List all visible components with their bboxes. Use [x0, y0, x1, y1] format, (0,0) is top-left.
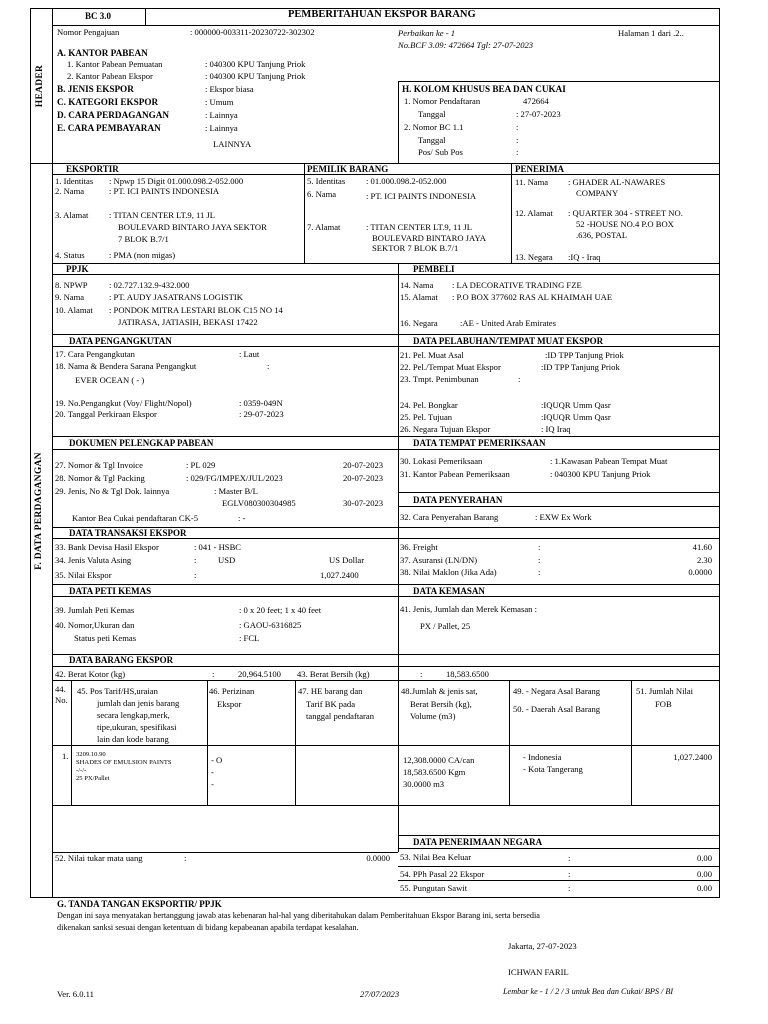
- d36-colon: :: [538, 542, 541, 552]
- footer-date: 27/07/2023: [360, 989, 400, 999]
- eksportir-identitas-value: : Npwp 15 Digit 01.000.098.2-052.000: [109, 176, 244, 186]
- col46-line1: 46. Perizinan: [209, 686, 255, 696]
- nomor-pendaftaran-value: 472664: [523, 96, 549, 106]
- d30-value: : 1.Kawasan Pabean Tempat Muat: [550, 456, 668, 466]
- eksportir-alamat-2: BOULEVARD BINTARO JAYA SEKTOR: [118, 222, 267, 232]
- ck5-value: : -: [238, 513, 246, 523]
- p23-value: :: [518, 374, 521, 384]
- eksportir-status-value: : PMA (non migas): [109, 250, 176, 260]
- pemilik-identitas-label: 5. Identitas: [307, 176, 346, 186]
- tanda-tangan-heading: G. TANDA TANGAN EKSPORTIR/ PPJK: [57, 899, 222, 909]
- pembeli-nama-label: 14. Nama: [400, 280, 434, 290]
- voy-value: : 0359-049N: [239, 398, 283, 408]
- sarana-value: EVER OCEAN ( - ): [75, 375, 145, 385]
- signature-place-date: Jakarta, 27-07-2023: [508, 941, 577, 951]
- d54-colon: :: [568, 869, 571, 879]
- d27-value: : PL 029: [186, 460, 216, 470]
- kantor-muat-value: : 040300 KPU Tanjung Priok: [205, 59, 306, 69]
- row-qty-1: 12,308.0000 CA/can: [403, 755, 475, 765]
- d31-label: 31. Kantor Pabean Pemeriksaan: [400, 469, 510, 479]
- d30-label: 30. Lokasi Pemeriksaan: [400, 456, 483, 466]
- pemilik-alamat-3: SEKTOR 7 BLOK B.7/1: [372, 243, 459, 253]
- d39-label: 39. Jumlah Peti Kemas: [55, 605, 135, 615]
- eksportir-alamat-label: 3. Alamat: [55, 210, 89, 220]
- d55-label: 55. Pungutan Sawit: [400, 883, 468, 893]
- row-fob: 1,027.2400: [673, 752, 712, 762]
- d34-name: US Dollar: [329, 555, 365, 565]
- d27-label: 27. Nomor & Tgl Invoice: [55, 460, 143, 470]
- d54-label: 54. PPh Pasal 22 Ekspor: [400, 869, 485, 879]
- kategori-ekspor-value: : Umum: [205, 97, 234, 107]
- eksportir-identitas-label: 1. Identitas: [55, 176, 94, 186]
- d32-label: 32. Cara Penyerahan Barang: [400, 512, 499, 522]
- row-izin-3: -: [211, 779, 214, 789]
- pengangkutan-heading: DATA PENGANGKUTAN: [69, 336, 172, 346]
- d40-value: : GAOU-6316825: [239, 620, 302, 630]
- d53-colon: :: [568, 853, 571, 863]
- cara-perdagangan-label: D. CARA PERDAGANGAN: [57, 110, 170, 120]
- d54-value: 0.00: [696, 869, 712, 879]
- netto-label: 43. Berat Bersih (kg): [297, 669, 370, 679]
- d41-label: 41. Jenis, Jumlah dan Merek Kemasan :: [400, 604, 537, 614]
- ppjk-npwp-value: : 02.727.132.9-432.000: [109, 280, 190, 290]
- d33-value: : 041 - HSBC: [194, 542, 242, 552]
- col44-line2: No.: [55, 695, 68, 705]
- d36-value: 41.60: [692, 542, 712, 552]
- penerima-nama-1: : GHADER AL-NAWARES: [568, 177, 666, 187]
- cara-perdagangan-value: : Lainnya: [205, 110, 238, 120]
- nomor-bc11-value: :: [516, 122, 519, 132]
- d38-label: 38. Nilai Maklon (Jika Ada): [400, 567, 497, 577]
- penerima-nama-label: 11. Nama: [515, 177, 549, 187]
- d29-no: EGLV080300304985: [222, 498, 296, 508]
- col45-line2: jumlah dan jenis barang: [97, 698, 180, 708]
- netto-colon: :: [420, 669, 423, 679]
- d34-code: USD: [218, 555, 236, 565]
- halaman: Halaman 1 dari .2..: [618, 28, 684, 38]
- row-izin-2: -: [211, 767, 214, 777]
- pembeli-negara-label: 16. Negara: [400, 318, 438, 328]
- p25-value: :IQUQR Umm Qasr: [541, 412, 611, 422]
- footer-lembar: Lembar ke - 1 / 2 / 3 untuk Bea dan Cukai/ BPS / BI: [503, 987, 674, 996]
- side-label-header: HEADER: [35, 64, 45, 108]
- declaration-line-2: dikenakan sanksi sesuai dengan ketentuan di bidang kepabeanan apabila terdapat kesalahan.: [57, 923, 359, 932]
- ppjk-alamat-label: 10. Alamat: [55, 305, 93, 315]
- pembeli-negara-value: :AE - United Arab Emirates: [460, 318, 556, 328]
- col47-line3: tanggal pendaftaran: [306, 711, 374, 721]
- row-no: 1.: [62, 751, 69, 761]
- bruto-colon: :: [212, 669, 215, 679]
- pemeriksaan-heading: DATA TEMPAT PEMERIKSAAN: [413, 438, 546, 448]
- d40-label: 40. Nomor,Ukuran dan: [55, 620, 135, 630]
- jenis-ekspor-value: : Ekspor biasa: [205, 84, 254, 94]
- col51-line2: FOB: [655, 699, 672, 709]
- ck5-label: Kantor Bea Cukai pendaftaran CK-5: [72, 513, 198, 523]
- p23-label: 23. Tmpt. Penimbunan: [400, 374, 479, 384]
- netto-value: 18,583.6500: [446, 669, 489, 679]
- tanggal-value: : 27-07-2023: [516, 109, 561, 119]
- d29-label: 29. Jenis, No & Tgl Dok. lainnya: [55, 486, 170, 496]
- penyerahan-heading: DATA PENYERAHAN: [413, 495, 503, 505]
- pembeli-alamat-value: : P.O BOX 377602 RAS AL KHAIMAH UAE: [452, 292, 613, 302]
- peti-kemas-heading: DATA PETI KEMAS: [69, 586, 152, 596]
- pembeli-nama-value: : LA DECORATIVE TRADING FZE: [452, 280, 582, 290]
- eksportir-alamat-1: : TITAN CENTER LT.9, 11 JL: [109, 210, 216, 220]
- penerima-heading: PENERIMA: [515, 164, 564, 174]
- status-peti-value: : FCL: [239, 633, 260, 643]
- p26-label: 26. Negara Tujuan Ekspor: [400, 424, 491, 434]
- row-hs: 3209.10.90: [76, 751, 106, 758]
- dokumen-heading: DOKUMEN PELENGKAP PABEAN: [69, 438, 214, 448]
- cara-pengangkutan-value: : Laut: [239, 349, 260, 359]
- transaksi-heading: DATA TRANSAKSI EKSPOR: [69, 528, 187, 538]
- eksportir-heading: EKSPORTIR: [66, 164, 119, 174]
- penerima-alamat-3: .636, POSTAL: [576, 230, 628, 240]
- penerima-negara-value: :IQ - Iraq: [568, 252, 601, 262]
- penerima-negara-label: 13. Negara: [515, 252, 553, 262]
- d33-label: 33. Bank Devisa Hasil Ekspor: [55, 542, 159, 552]
- row-daerah: - Kota Tangerang: [523, 764, 583, 774]
- pelabuhan-heading: DATA PELABUHAN/TEMPAT MUAT EKSPOR: [413, 336, 604, 346]
- cara-pembayaran-extra: LAINNYA: [213, 139, 252, 149]
- col44-line1: 44.: [55, 684, 66, 694]
- p22-value: :ID TPP Tanjung Priok: [541, 362, 620, 372]
- tgl-ekspor-value: : 29-07-2023: [239, 409, 284, 419]
- nama-sarana-colon: :: [267, 361, 270, 371]
- nomor-pengajuan-label: Nomor Pengajuan: [57, 27, 120, 37]
- d53-value: 0.00: [696, 853, 712, 863]
- voy-label: 19. No.Pengangkut (Voy/ Flight/Nopol): [55, 398, 192, 408]
- col48-line1: 48.Jumlah & jenis sat,: [401, 686, 478, 696]
- col48-line2: Berat Bersih (kg),: [410, 699, 472, 709]
- col46-line2: Ekspor: [217, 699, 242, 709]
- footer-version: Ver. 6.0.11: [57, 989, 94, 999]
- bruto-label: 42. Berat Kotor (kg): [55, 669, 126, 679]
- pembeli-heading: PEMBELI: [413, 264, 455, 274]
- tgl-ekspor-label: 20. Tanggal Perkiraan Ekspor: [55, 409, 157, 419]
- d35-value: 1,027.2400: [320, 570, 359, 580]
- pembeli-alamat-label: 15. Alamat: [400, 292, 438, 302]
- form-code: BC 3.0: [85, 11, 112, 21]
- nomor-pendaftaran-label: 1. Nomor Pendaftaran: [404, 96, 481, 106]
- bruto-value: 20,964.5100: [238, 669, 281, 679]
- kantor-muat-label: 1. Kantor Pabean Pemuatan: [67, 59, 163, 69]
- eksportir-nama-value: : PT. ICI PAINTS INDONESIA: [109, 186, 220, 196]
- form-title: PEMBERITAHUAN EKSPOR BARANG: [288, 9, 476, 20]
- d27-date: 20-07-2023: [343, 460, 384, 470]
- col45-line5: lain dan kode barang: [97, 734, 169, 744]
- d28-date: 20-07-2023: [343, 473, 384, 483]
- kantor-ekspor-value: : 040300 KPU Tanjung Priok: [205, 71, 306, 81]
- jenis-ekspor-label: B. JENIS EKSPOR: [57, 84, 134, 94]
- p22-label: 22. Pel./Tempat Muat Ekspor: [400, 362, 501, 372]
- row-qty-2: 18,583.6500 Kgm: [403, 767, 466, 777]
- p24-value: :IQUQR Umm Qasr: [541, 400, 611, 410]
- tanggal2-value: :: [516, 135, 519, 145]
- kategori-ekspor-label: C. KATEGORI EKSPOR: [57, 97, 159, 107]
- penerima-nama-2: COMPANY: [576, 188, 619, 198]
- p21-label: 21. Pel. Muat Asal: [400, 350, 464, 360]
- col51-line1: 51. Jumlah Nilai: [636, 686, 694, 696]
- cara-pengangkutan-label: 17. Cara Pengangkutan: [55, 349, 135, 359]
- col47-line1: 47. HE barang dan: [298, 686, 363, 696]
- d28-value: : 029/FG/IMPEX/JUL/2023: [186, 473, 283, 483]
- tanggal-label: Tanggal: [418, 109, 446, 119]
- penerima-alamat-label: 12. Alamat: [515, 208, 553, 218]
- pemilik-alamat-label: 7. Alamat: [307, 222, 341, 232]
- d36-label: 36. Freight: [400, 542, 438, 552]
- pos-label: Pos/ Sub Pos: [418, 147, 463, 157]
- cara-pembayaran-label: E. CARA PEMBAYARAN: [57, 123, 161, 133]
- col45-line3: secara lengkap,merk,: [97, 710, 170, 720]
- p25-label: 25. Pel. Tujuan: [400, 412, 453, 422]
- nama-sarana-label: 18. Nama & Bendera Sarana Pengangkut: [55, 361, 197, 371]
- d29-value: : Master B/L: [214, 486, 258, 496]
- nomor-pengajuan-value: : 000000-003311-20230722-302302: [190, 27, 315, 37]
- row-pack: 25 PX/Pallet: [76, 775, 110, 782]
- signatory-name: ICHWAN FARIL: [508, 967, 569, 977]
- row-qty-3: 30.0000 m3: [403, 779, 445, 789]
- d31-value: : 040300 KPU Tanjung Priok: [550, 469, 651, 479]
- d53-label: 53. Nilai Bea Keluar: [400, 852, 472, 862]
- tanggal2-label: Tanggal: [418, 135, 446, 145]
- kemasan-heading: DATA KEMASAN: [413, 586, 485, 596]
- penerima-alamat-2: 52 -HOUSE NO.4 P.O BOX: [576, 219, 674, 229]
- col49: 49. - Negara Asal Barang: [513, 686, 601, 696]
- d35-colon: :: [194, 570, 197, 580]
- d37-value: 2.30: [696, 555, 712, 565]
- d37-label: 37. Asuransi (LN/DN): [400, 555, 478, 565]
- d52-label: 52. Nilai tukar mata uang: [55, 853, 143, 863]
- penerimaan-heading: DATA PENERIMAAN NEGARA: [413, 837, 543, 847]
- ppjk-alamat-2: JATIRASA, JATIASIH, BEKASI 17422: [118, 317, 258, 327]
- d55-value: 0.00: [696, 883, 712, 893]
- pemilik-identitas-value: : 01.000.098.2-052.000: [366, 176, 447, 186]
- ppjk-npwp-label: 8. NPWP: [55, 280, 88, 290]
- nomor-bc11-label: 2. Nomor BC 1.1: [404, 122, 464, 132]
- d52-value: 0.0000: [366, 853, 390, 863]
- side-label-data-perdagangan: F. DATA PERDAGANGAN: [34, 452, 44, 570]
- pemilik-nama-value: : PT. ICI PAINTS INDONESIA: [366, 191, 477, 201]
- row-dash: -/-/-: [76, 767, 87, 774]
- cara-pembayaran-value: : Lainnya: [205, 123, 238, 133]
- p21-value: :ID TPP Tanjung Priok: [545, 350, 624, 360]
- col48-line3: Volume (m3): [410, 711, 456, 721]
- d34-label: 34. Jenis Valuta Asing: [55, 555, 132, 565]
- col50: 50. - Daerah Asal Barang: [513, 704, 601, 714]
- row-desc: SHADES OF EMULSION PAINTS: [76, 759, 172, 766]
- d28-label: 28. Nomor & Tgl Packing: [55, 473, 145, 483]
- d55-colon: :: [568, 883, 571, 893]
- d41-value: PX / Pallet, 25: [420, 621, 471, 631]
- eksportir-nama-label: 2. Nama: [55, 186, 85, 196]
- row-izin-1: - O: [211, 755, 223, 765]
- perbaikan: Perbaikan ke - 1: [398, 28, 456, 38]
- barang-heading: DATA BARANG EKSPOR: [69, 655, 174, 665]
- d38-value: 0.0000: [688, 567, 712, 577]
- ppjk-nama-label: 9. Nama: [55, 292, 85, 302]
- ppjk-heading: PPJK: [66, 264, 89, 274]
- col45-line4: tipe,ukuran, spesifikasi: [97, 722, 177, 732]
- no-bcf: No.BCF 3.09: 472664 Tgl: 27-07-2023: [398, 40, 534, 50]
- d34-colon: :: [194, 555, 197, 565]
- pemilik-alamat-2: BOULEVARD BINTARO JAYA: [372, 233, 486, 243]
- ppjk-nama-value: : PT. AUDY JASATRANS LOGISTIK: [109, 292, 243, 302]
- kantor-ekspor-label: 2. Kantor Pabean Ekspor: [67, 71, 153, 81]
- penerima-alamat-1: : QUARTER 304 - STREET NO.: [568, 208, 683, 218]
- status-peti-label: Status peti Kemas: [74, 633, 137, 643]
- eksportir-alamat-3: 7 BLOK B.7/1: [118, 234, 169, 244]
- pos-value: :: [516, 147, 519, 157]
- col45-line1: 45. Pos Tarif/HS,uraian: [77, 686, 158, 696]
- pemilik-nama-label: 6. Nama: [307, 189, 337, 199]
- d29-date: 30-07-2023: [343, 498, 384, 508]
- eksportir-status-label: 4. Status: [55, 250, 85, 260]
- d39-value: : 0 x 20 feet; 1 x 40 feet: [239, 605, 322, 615]
- d52-colon: :: [184, 853, 187, 863]
- d35-label: 35. Nilai Ekspor: [55, 570, 112, 580]
- col47-line2: Tarif BK pada: [306, 699, 356, 709]
- kantor-heading: A. KANTOR PABEAN: [57, 48, 148, 58]
- d37-colon: :: [538, 555, 541, 565]
- pemilik-heading: PEMILIK BARANG: [307, 164, 389, 174]
- ppjk-alamat-1: : PONDOK MITRA LESTARI BLOK C15 NO 14: [109, 305, 283, 315]
- bea-cukai-heading: H. KOLOM KHUSUS BEA DAN CUKAI: [402, 84, 566, 94]
- p24-label: 24. Pel. Bongkar: [400, 400, 458, 410]
- pemilik-alamat-1: : TITAN CENTER LT.9, 11 JL: [366, 222, 473, 232]
- declaration-line-1: Dengan ini saya menyatakan bertanggung jawab atas kebenaran hal-hal yang diberitahukan dalam Pemberitahuan Ekspor Barang ini, serta bersedia: [57, 911, 540, 920]
- d32-value: : EXW Ex Work: [535, 512, 592, 522]
- d38-colon: :: [538, 567, 541, 577]
- row-negara: - Indonesia: [523, 752, 562, 762]
- p26-value: : IQ Iraq: [541, 424, 571, 434]
